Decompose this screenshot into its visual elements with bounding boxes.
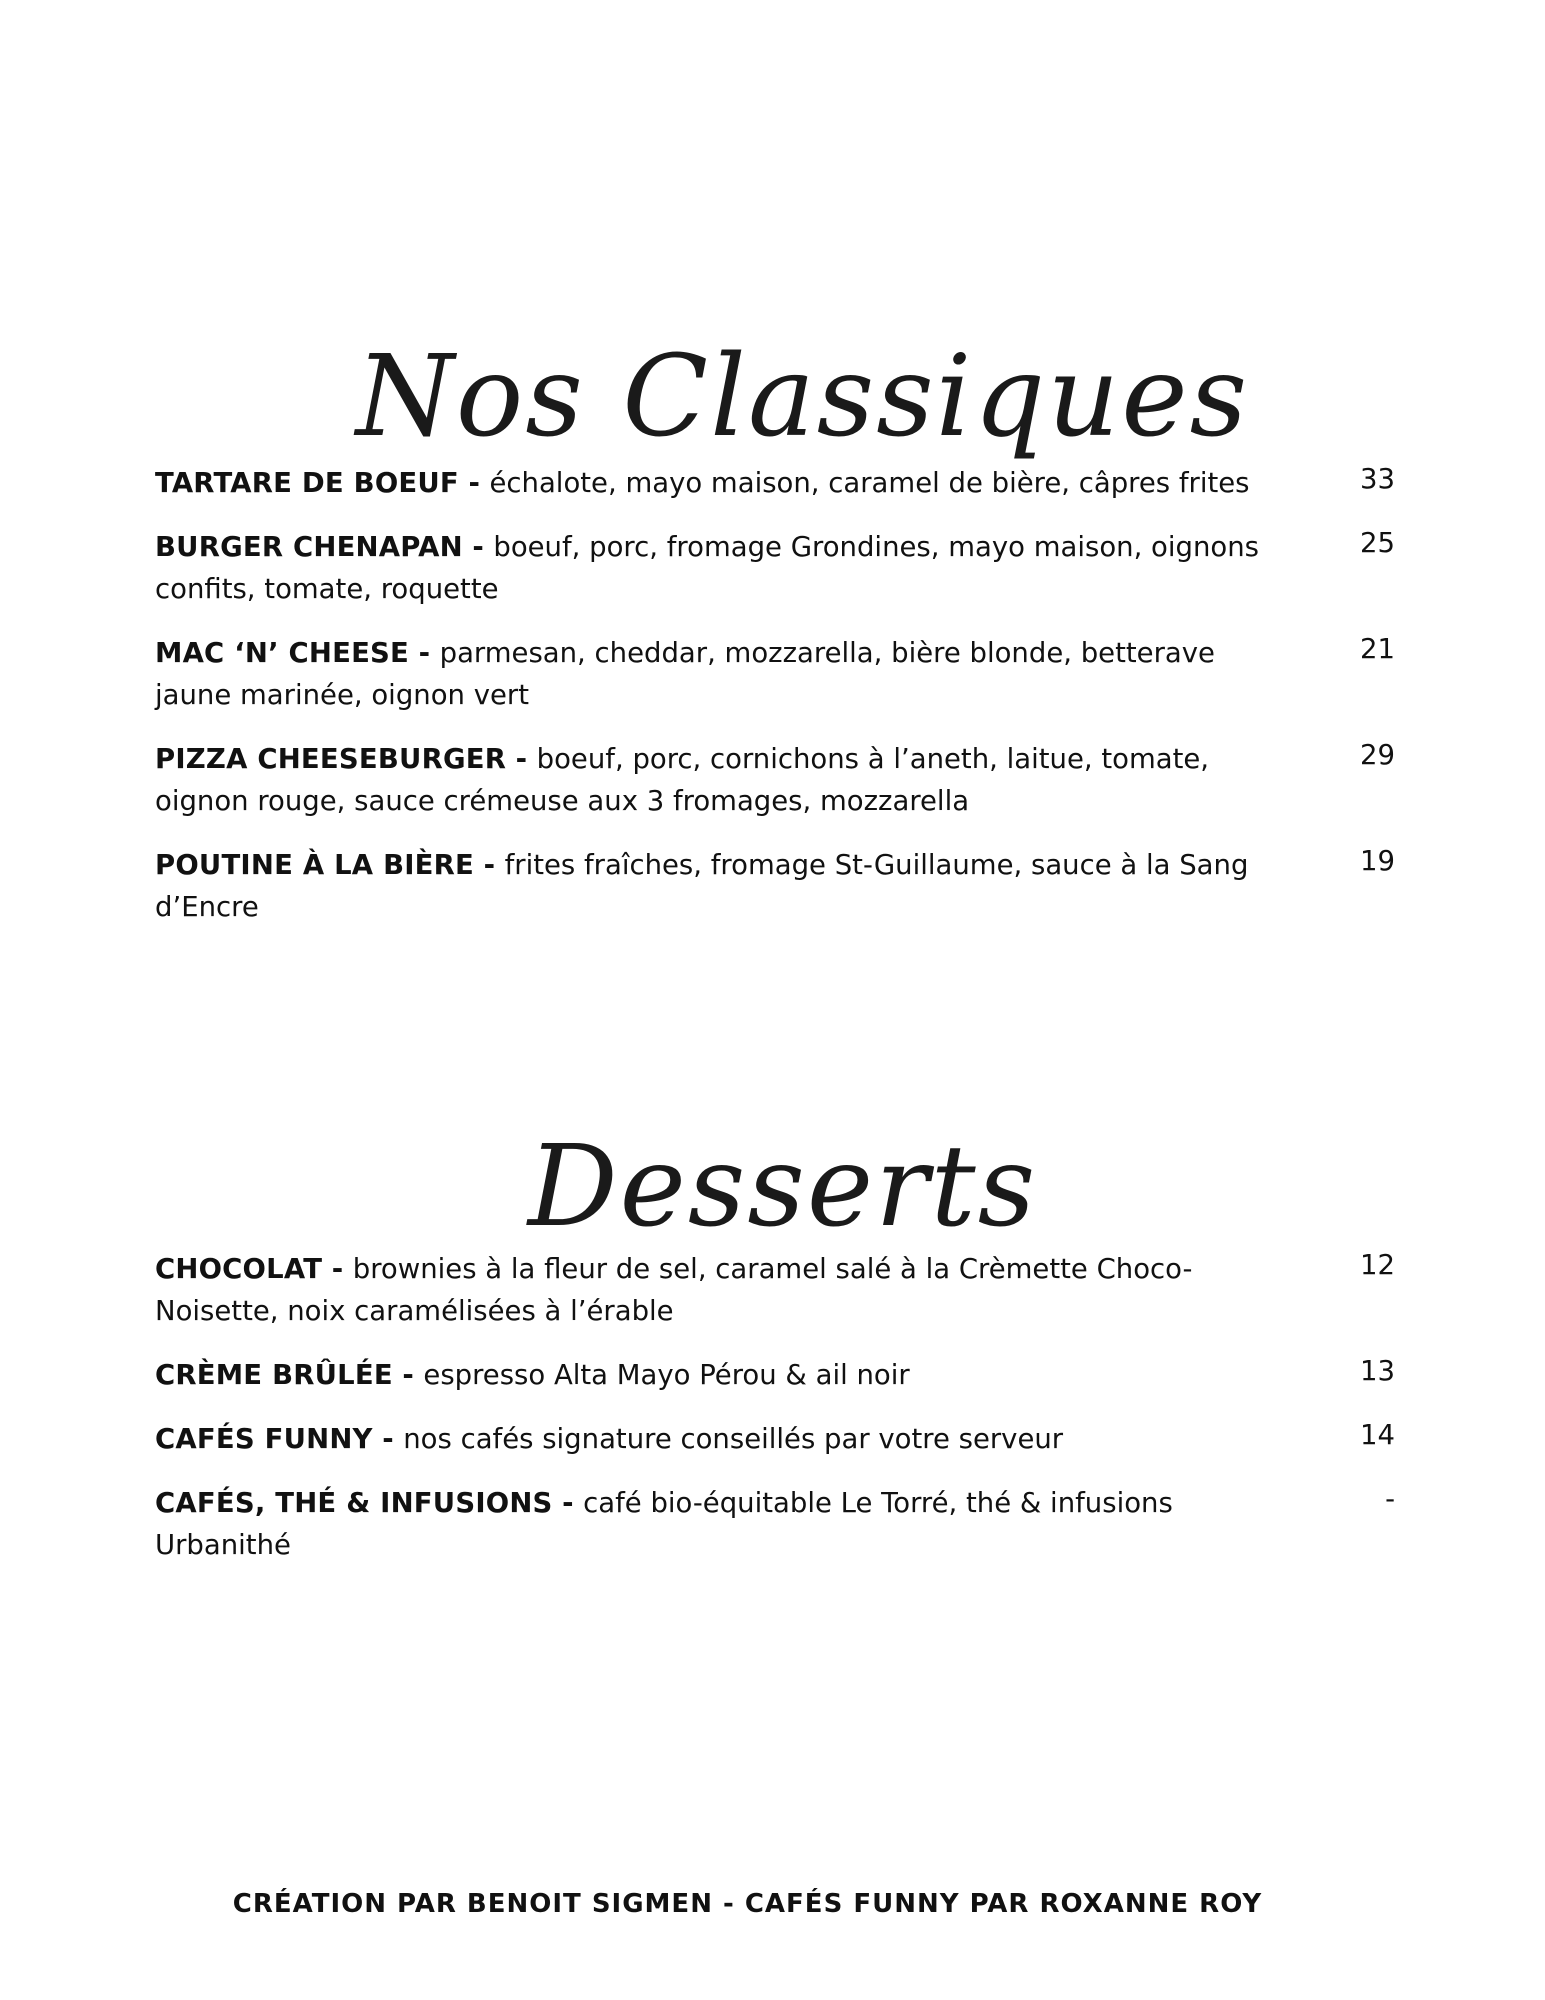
menu-item xyxy=(155,1418,1395,1460)
item-name: MAC ‘N’ CHEESE xyxy=(155,637,410,669)
item-name: TARTARE DE BOEUF xyxy=(155,467,459,499)
item-name: CRÈME BRÛLÉE xyxy=(155,1359,393,1391)
menu-item xyxy=(155,1354,1395,1396)
item-description: café bio-équitable Le Torré, thé & infusions Urbanithé xyxy=(155,1487,1173,1561)
item-separator: - xyxy=(474,849,505,881)
item-separator: - xyxy=(372,1423,404,1455)
item-description: espresso Alta Mayo Pérou & ail noir xyxy=(423,1359,910,1391)
item-price: 29 xyxy=(1360,739,1395,771)
item-description: frites fraîches, fromage St-Guillaume, sauce à la Sang d’Encre xyxy=(155,849,1249,923)
item-description: boeuf, porc, fromage Grondines, mayo maison, oignons confits, tomate, roquette xyxy=(155,531,1259,605)
item-name: CAFÉS, THÉ & INFUSIONS xyxy=(155,1487,553,1519)
item-name: CAFÉS FUNNY xyxy=(155,1423,373,1455)
item-price: 25 xyxy=(1360,527,1395,559)
menu-list-classiques xyxy=(155,462,1395,950)
item-separator: - xyxy=(409,637,440,669)
item-name: BURGER CHENAPAN xyxy=(155,531,463,563)
section-title-classiques: Nos Classiques xyxy=(355,332,1250,463)
item-name: POUTINE À LA BIÈRE xyxy=(155,849,475,881)
item-price: 21 xyxy=(1360,633,1395,665)
menu-item xyxy=(155,526,1395,610)
menu-item xyxy=(155,632,1395,716)
item-separator: - xyxy=(552,1487,584,1519)
item-name: PIZZA CHEESEBURGER xyxy=(155,743,507,775)
item-price: - xyxy=(1385,1483,1395,1515)
item-price: 12 xyxy=(1360,1249,1395,1281)
item-separator: - xyxy=(322,1253,353,1285)
menu-list-desserts xyxy=(155,1248,1395,1588)
section-title-desserts: Desserts xyxy=(527,1122,1038,1253)
item-separator: - xyxy=(462,531,494,563)
item-description: parmesan, cheddar, mozzarella, bière blonde, betterave jaune marinée, oignon vert xyxy=(155,637,1215,711)
item-description: nos cafés signature conseillés par votre serveur xyxy=(403,1423,1064,1455)
item-description: brownies à la fleur de sel, caramel salé à la Crèmette Choco-Noisette, noix caramélisées à l’érable xyxy=(155,1253,1193,1327)
menu-item xyxy=(155,462,1395,504)
item-description: boeuf, porc, cornichons à l’aneth, laitue, tomate, oignon rouge, sauce crémeuse aux 3 fromages, mozzarella xyxy=(155,743,1210,817)
item-name: CHOCOLAT xyxy=(155,1253,323,1285)
item-price: 33 xyxy=(1360,463,1395,495)
item-description: échalote, mayo maison, caramel de bière, câpres frites xyxy=(489,467,1250,499)
item-separator: - xyxy=(506,743,537,775)
menu-item xyxy=(155,1248,1395,1332)
item-price: 19 xyxy=(1360,845,1395,877)
item-separator: - xyxy=(392,1359,424,1391)
menu-item xyxy=(155,1482,1395,1566)
menu-item xyxy=(155,844,1395,928)
item-price: 13 xyxy=(1360,1355,1395,1387)
item-price: 14 xyxy=(1360,1419,1395,1451)
menu-item xyxy=(155,738,1395,822)
footer-credit: CRÉATION PAR BENOIT SIGMEN - CAFÉS FUNNY PAR ROXANNE ROY xyxy=(232,1889,1263,1919)
item-separator: - xyxy=(458,467,490,499)
